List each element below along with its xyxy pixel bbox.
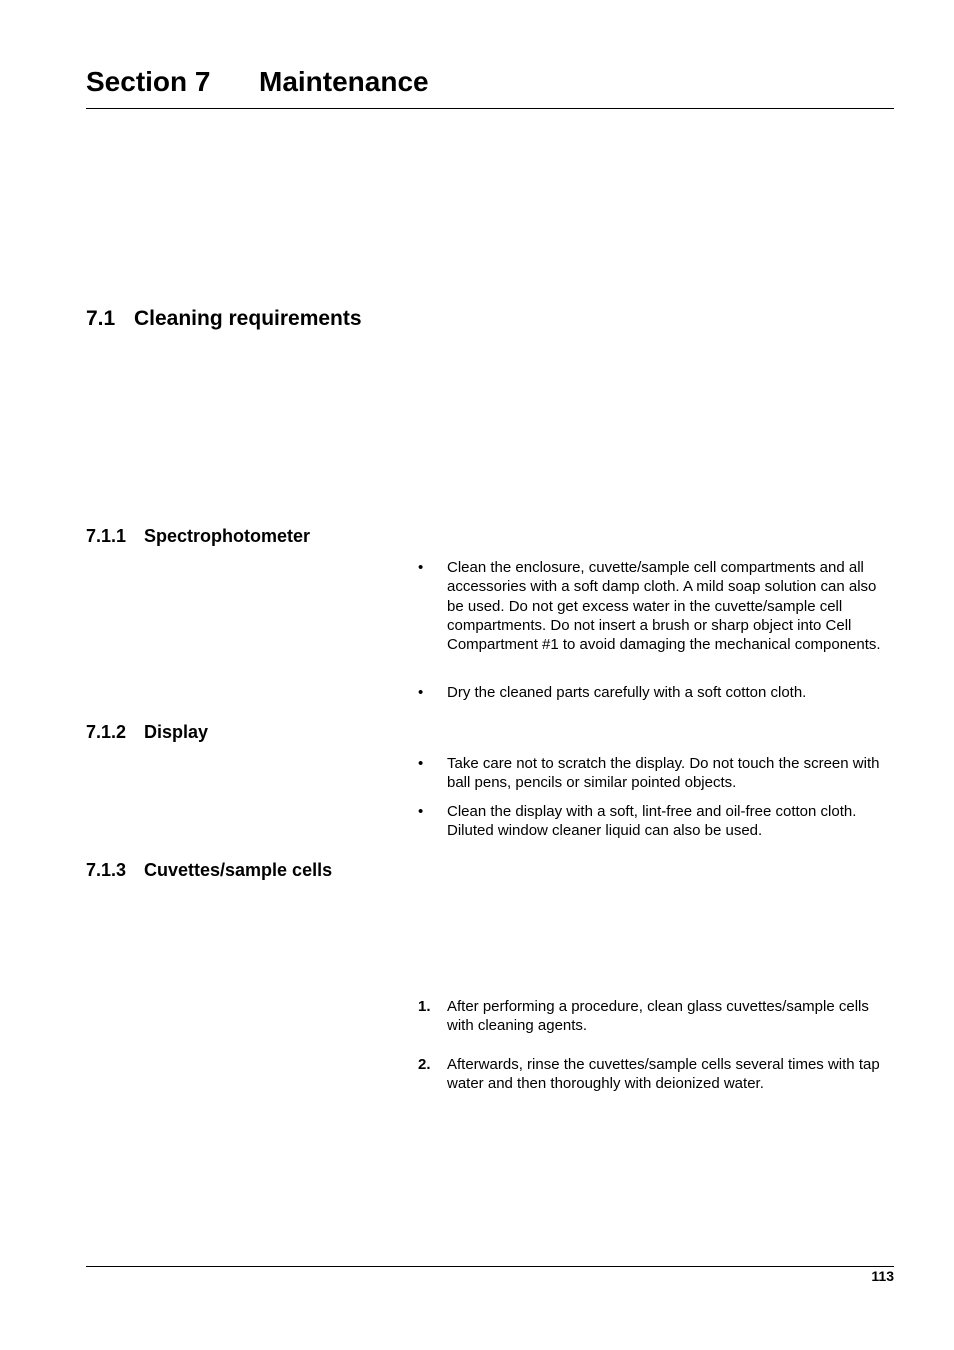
heading-number: 7.1.2: [86, 722, 127, 742]
step-text: Afterwards, rinse the cuvettes/sample cells several times with tap water and then thoroughly with deionized water.: [447, 1056, 880, 1093]
section-number: Section 7: [86, 66, 211, 97]
list-item: [418, 754, 896, 793]
list-item: [418, 802, 896, 841]
heading-number: 7.1.1: [86, 526, 127, 546]
heading-cleaning-requirements: [86, 306, 362, 332]
heading-title: Cleaning requirements: [134, 307, 362, 330]
heading-number: 7.1: [86, 307, 116, 330]
header-rule: [86, 108, 894, 109]
heading-display: [86, 721, 208, 743]
bullet-marker: •: [418, 755, 424, 772]
step-item: [418, 1055, 896, 1094]
list-item: [418, 683, 896, 702]
heading-cuvettes: [86, 859, 332, 881]
footer-rule: [86, 1266, 894, 1267]
bullet-marker: •: [418, 803, 424, 820]
list-item-text: Take care not to scratch the display. Do not touch the screen with ball pens, pencils or similar pointed objects.: [447, 755, 880, 792]
heading-number: 7.1.3: [86, 860, 127, 880]
step-number: 1.: [418, 998, 431, 1015]
bullet-marker: •: [418, 559, 424, 576]
list-item: [418, 558, 896, 654]
heading-title: Display: [144, 722, 209, 742]
list-item-text: Dry the cleaned parts carefully with a soft cotton cloth.: [447, 684, 807, 701]
page-number: 113: [871, 1268, 894, 1284]
section-title: Maintenance: [259, 66, 429, 97]
heading-title: Cuvettes/sample cells: [144, 860, 333, 880]
list-item-text: Clean the enclosure, cuvette/sample cell compartments and all accessories with a soft damp cloth. A mild soap solution can also be used. Do not get excess water in the cuvette/sample cell compartments. Do not insert a brush or sharp object into Cell Compartment #1 to avoid damaging the mechanical components.: [447, 559, 881, 654]
step-number: 2.: [418, 1056, 431, 1073]
step-item: [418, 997, 896, 1036]
section-header: [86, 64, 894, 100]
step-text: After performing a procedure, clean glass cuvettes/sample cells with cleaning agents.: [447, 998, 869, 1035]
heading-spectrophotometer: [86, 525, 310, 547]
list-item-text: Clean the display with a soft, lint-free and oil-free cotton cloth. Diluted window cleaner liquid can also be used.: [447, 803, 857, 840]
heading-title: Spectrophotometer: [144, 526, 311, 546]
bullet-marker: •: [418, 684, 424, 701]
